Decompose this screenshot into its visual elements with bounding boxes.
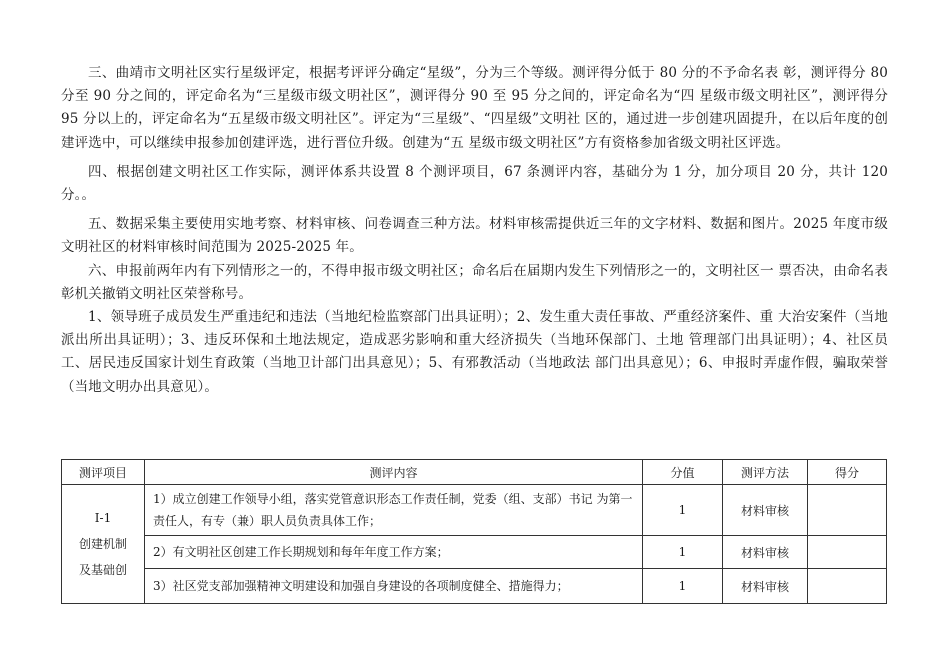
paragraph-disqualification: 六、申报前两年内有下列情形之一的，不得申报市级文明社区；命名后在届期内发生下列情形之一的，文明社区一 票否决，由命名表彰机关撤销文明社区荣誉称号。 (61, 262, 888, 302)
row-content: 3）社区党支部加强精神文明建设和加强自身建设的各项制度健全、措施得力； (145, 569, 643, 604)
paragraph-disqualification-list: 1、领导班子成员发生严重违纪和违法（当地纪检监察部门出具证明）；2、发生重大责任事故、严重经济案件、重 大治安案件（当地派出所出具证明）；3、违反环保和土地法规定，造成恶劣影响和重大经济损失（当地环保部门、土地 管理部门出具证明）；4、社区员工、居民违反国家计划生育政策（当地卫计部门出具意见）；5、有邪教活动（当地政法 部门出具意见）；6、申报时弄虚作假，骗取荣誉（当地文明办出具意见）。 (61, 309, 888, 395)
row-result (808, 569, 887, 604)
evaluation-table (61, 459, 887, 604)
table-row (62, 569, 887, 604)
table-row (62, 536, 887, 569)
document-body (61, 62, 888, 399)
row-content: 1）成立创建工作领导小组，落实党管意识形态工作责任制，党委（组、支部）书记 为第一责任人，有专（兼）职人员负责具体工作； (145, 485, 643, 536)
row-result (808, 536, 887, 569)
header-method: 测评方法 (723, 460, 808, 485)
row-score: 1 (643, 569, 723, 604)
paragraph-star-rating: 三、曲靖市文明社区实行星级评定，根据考评评分确定“星级”，分为三个等级。测评得分低于 80 分的不予命名表 彰，测评得分 80 分至 90 分之间的，评定命名为“三星级市级文明社区”，测评得分 90 至 95 分之间的，评定命名为“四 星级市级文明社区”，测评得分 95 分以上的，评定命名为“五星级市级文明社区”。评定为“三星级”、“四星级”文明社 区的，通过进一步创建巩固提升，在以后年度的创建评选中，可以继续申报参加创建评选，进行晋位升级。创建为“五 星级市级文明社区”方有资格参加省级文明社区评选。 (61, 65, 888, 151)
row-method: 材料审核 (723, 536, 808, 569)
item-code: Ⅰ-1 (94, 511, 112, 525)
row-score: 1 (643, 536, 723, 569)
row-content: 2）有文明社区创建工作长期规划和每年年度工作方案； (145, 536, 643, 569)
header-score: 分值 (643, 460, 723, 485)
paragraph-evaluation-system: 四、根据创建文明社区工作实际，测评体系共设置 8 个测评项目，67 条测评内容，基础分为 1 分，加分项目 20 分，共计 120 分。。 (61, 163, 888, 204)
row-method: 材料审核 (723, 485, 808, 536)
header-content: 测评内容 (145, 460, 643, 485)
row-method: 材料审核 (723, 569, 808, 604)
header-result: 得分 (808, 460, 887, 485)
row-score: 1 (643, 485, 723, 536)
item-name-line2: 及基础创 (78, 563, 127, 577)
table-row (62, 485, 887, 536)
paragraph-data-collection: 五、数据采集主要使用实地考察、材料审核、问卷调查三种方法。材料审核需提供近三年的文字材料、数据和图片。2025 年度市级文明社区的材料审核时间范围为 2025-2025 年。 (61, 216, 888, 256)
table-header-row (62, 460, 887, 485)
header-item: 测评项目 (62, 460, 145, 485)
item-name-line1: 创建机制 (78, 537, 127, 551)
item-cell (62, 485, 145, 604)
row-result (808, 485, 887, 536)
